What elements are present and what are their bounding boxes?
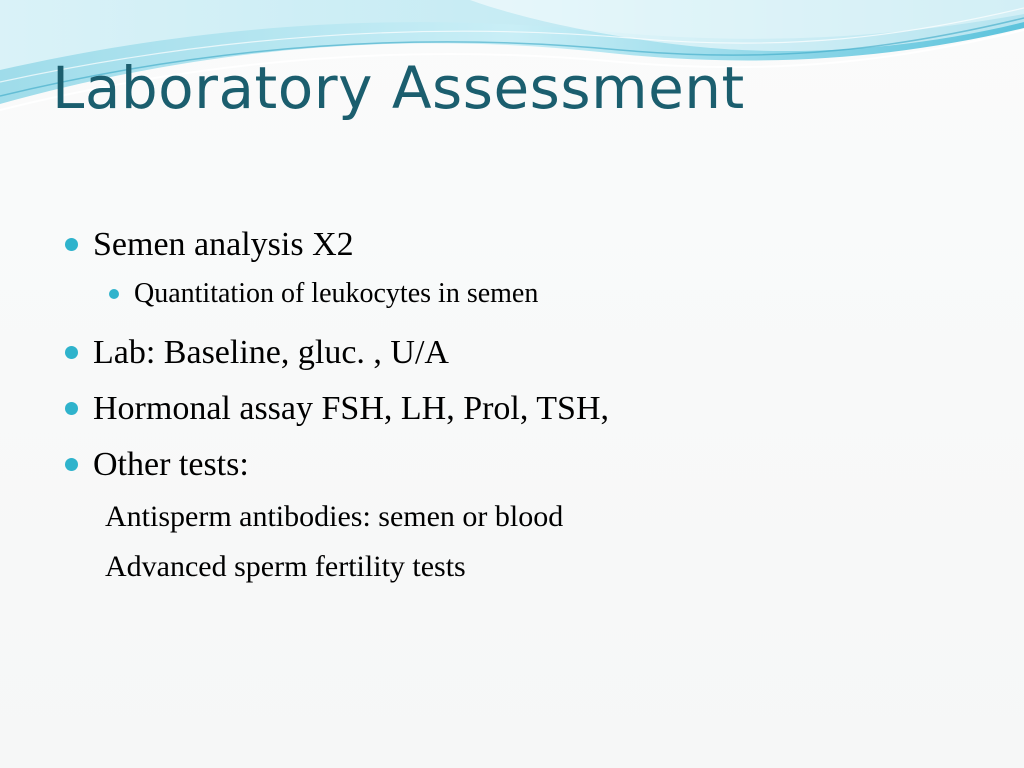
bullet-other-tests: [62, 444, 1002, 486]
bullet-text: Hormonal assay FSH, LH, Prol, TSH,: [93, 390, 609, 427]
text-advanced-sperm-tests: Advanced sperm fertility tests: [105, 550, 466, 583]
bullet-lab-baseline: [62, 332, 1002, 374]
text-antisperm-antibodies: Antisperm antibodies: semen or blood: [105, 500, 564, 533]
slide-title: Laboratory Assessment: [52, 54, 745, 122]
bullet-text: Lab: Baseline, gluc. , U/A: [93, 334, 449, 371]
sub-bullet-leukocytes: [62, 276, 1002, 312]
bullet-dot-icon: [65, 238, 78, 251]
bullet-text: Quantitation of leukocytes in semen: [134, 278, 539, 309]
bullet-text: Semen analysis X2: [93, 226, 354, 263]
bullet-dot-icon: [65, 458, 78, 471]
bullet-dot-icon: [65, 346, 78, 359]
slide-content: [62, 224, 1002, 586]
bullet-dot-icon: [109, 289, 119, 299]
bullet-semen-analysis: [62, 224, 1002, 266]
bullet-dot-icon: [65, 402, 78, 415]
bullet-hormonal-assay: [62, 388, 1002, 430]
bullet-text: Other tests:: [93, 446, 249, 483]
